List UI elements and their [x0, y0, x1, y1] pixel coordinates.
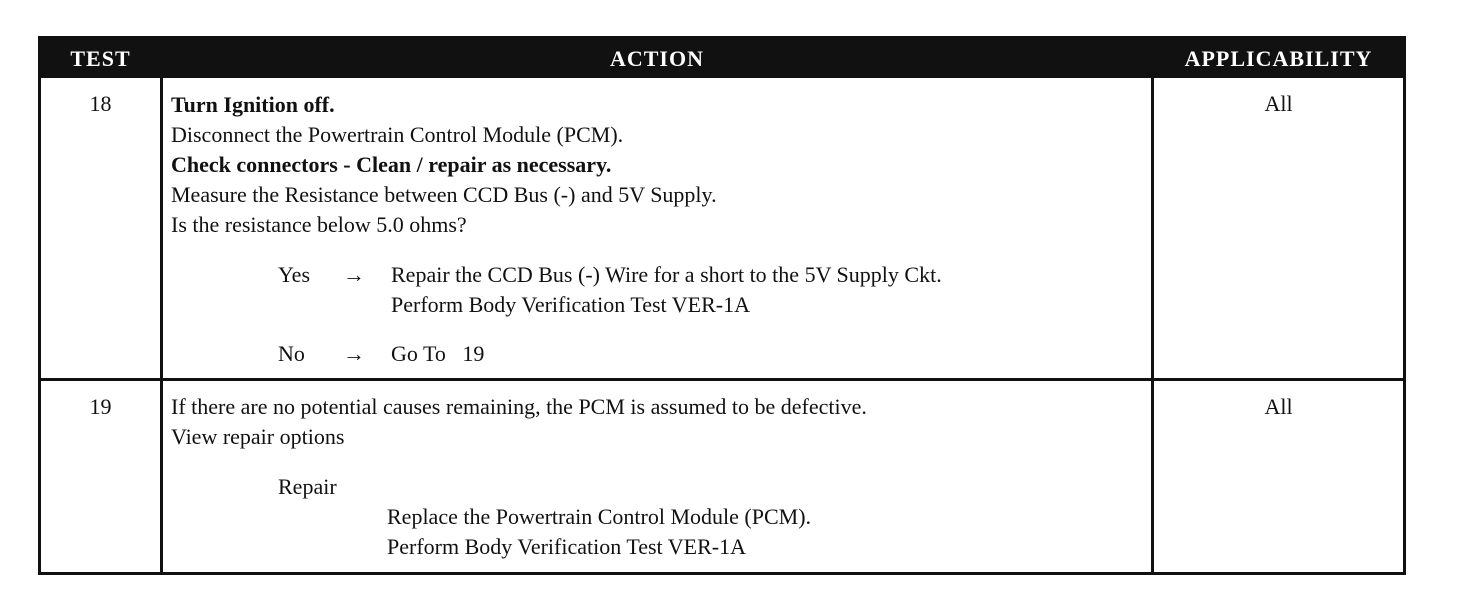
instruction-line: View repair options [171, 424, 345, 449]
instruction-line: If there are no potential causes remaining, the PCM is assumed to be defective. [171, 394, 867, 419]
test-number: 18 [89, 91, 112, 116]
header-action: ACTION [609, 46, 704, 71]
yes-action-line: Perform Body Verification Test VER-1A [391, 292, 750, 317]
instruction-line: Is the resistance below 5.0 ohms? [171, 212, 467, 237]
repair-action-line: Replace the Powertrain Control Module (PCM). [387, 504, 812, 529]
arrow-right-icon: → [343, 262, 365, 287]
test-number: 19 [89, 394, 112, 419]
header-applicability: APPLICABILITY [1184, 46, 1373, 71]
arrow-right-icon: → [343, 341, 365, 366]
header-test: TEST [70, 46, 131, 71]
applicability-value: All [1264, 91, 1293, 116]
instruction-line: Check connectors - Clean / repair as necessary. [171, 152, 612, 177]
no-label: No [278, 341, 305, 366]
instruction-line: Disconnect the Powertrain Control Module (PCM). [171, 122, 624, 147]
diagnostic-table [38, 36, 1406, 575]
yes-action-line: Repair the CCD Bus (-) Wire for a short to the 5V Supply Ckt. [391, 262, 942, 287]
yes-label: Yes [278, 262, 311, 287]
repair-label: Repair [278, 474, 337, 499]
applicability-value: All [1264, 394, 1293, 419]
no-action: Go To 19 [391, 341, 485, 366]
action-text [171, 392, 867, 452]
repair-action-line: Perform Body Verification Test VER-1A [387, 534, 746, 559]
divider-action-applicability [1151, 78, 1154, 572]
table-header [41, 39, 1403, 78]
instruction-line: Turn Ignition off. [171, 92, 335, 117]
row-divider [41, 378, 1403, 381]
action-text [171, 90, 717, 240]
divider-test-action [160, 78, 163, 572]
instruction-line: Measure the Resistance between CCD Bus (-) and 5V Supply. [171, 182, 717, 207]
